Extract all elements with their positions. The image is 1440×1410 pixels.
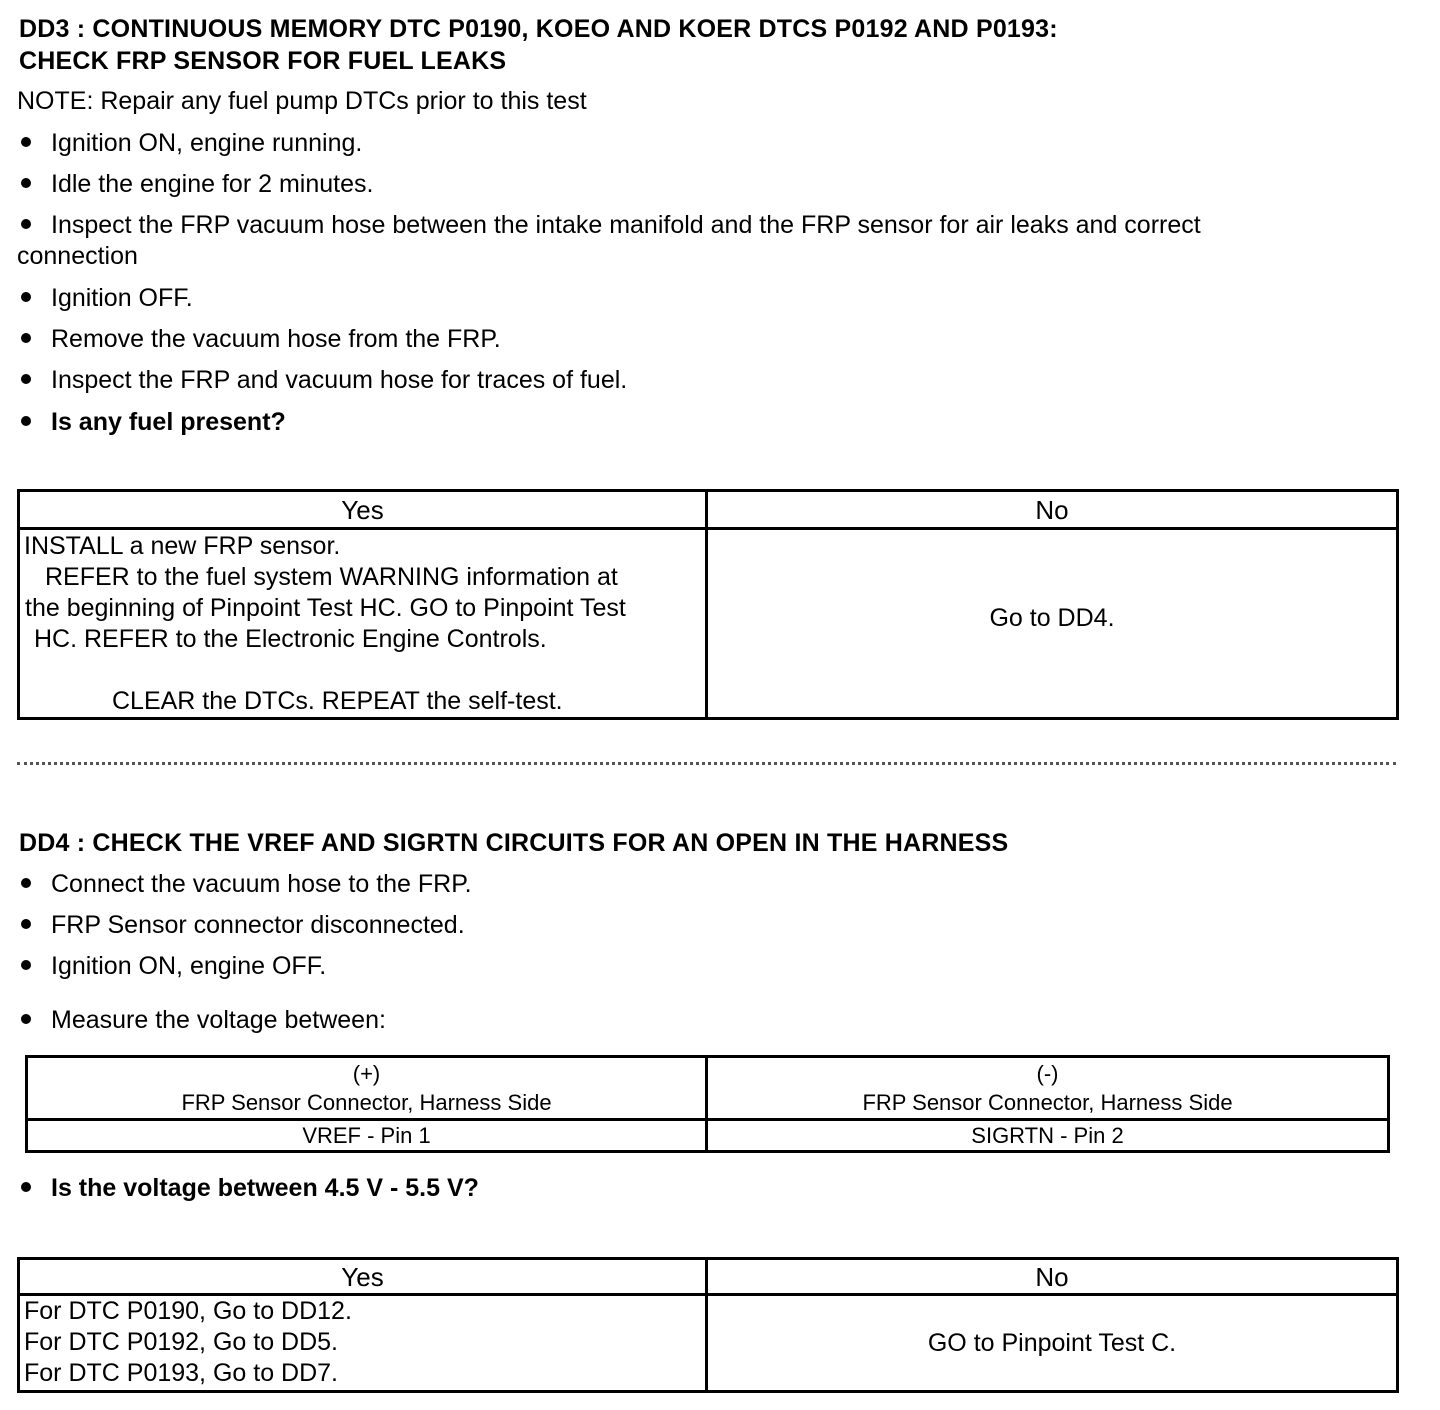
dd4-title: DD4 : CHECK THE VREF AND SIGRTN CIRCUITS FOR AN OPEN IN THE HARNESS (19, 829, 1009, 857)
dd3-question (19, 407, 286, 438)
no-cell: GO to Pinpoint Test C. (707, 1295, 1398, 1392)
dd4-step-text: Ignition ON, engine OFF. (51, 952, 327, 980)
yes-line: For DTC P0193, Go to DD7. (24, 1359, 339, 1387)
dd4-step-4 (19, 1005, 386, 1036)
yes-line: For DTC P0192, Go to DD5. (24, 1328, 339, 1356)
bullet-icon (21, 416, 31, 426)
bullet-icon (21, 292, 31, 302)
bullet-icon (21, 137, 31, 147)
yes-line: REFER to the fuel system WARNING information at (45, 563, 618, 591)
minus-pin: SIGRTN - Pin 2 (707, 1120, 1389, 1152)
dd4-question (19, 1173, 479, 1204)
dd3-title-line2: CHECK FRP SENSOR FOR FUEL LEAKS (19, 47, 507, 75)
dd3-title-line1: DD3 : CONTINUOUS MEMORY DTC P0190, KOEO AND KOER DTCS P0192 AND P0193: (19, 15, 1058, 43)
plus-symbol: (+) (352, 1061, 381, 1086)
minus-symbol: (-) (1036, 1061, 1059, 1086)
dd3-step-6 (19, 365, 627, 396)
yes-header: Yes (19, 1259, 707, 1295)
dd3-note: NOTE: Repair any fuel pump DTCs prior to this test (17, 87, 587, 115)
dd3-step-text: Inspect the FRP vacuum hose between the intake manifold and the FRP sensor for air leaks and correct (51, 211, 1201, 239)
yes-line: For DTC P0190, Go to DD12. (24, 1297, 352, 1325)
yes-line: INSTALL a new FRP sensor. (24, 532, 341, 560)
dd4-step-3 (19, 951, 326, 982)
bullet-icon (21, 1182, 31, 1192)
measure-table (25, 1055, 1390, 1153)
yes-line: the beginning of Pinpoint Test HC. GO to Pinpoint Test (25, 594, 626, 622)
yes-cell (19, 529, 707, 719)
dd3-step-1 (19, 128, 362, 159)
dd3-step-2 (19, 169, 373, 200)
dd4-step-text: Measure the voltage between: (51, 1006, 386, 1034)
bullet-icon (21, 1014, 31, 1024)
dd3-step-5 (19, 324, 501, 355)
dd3-result-table (17, 489, 1399, 720)
plus-header (27, 1057, 707, 1120)
dd3-step-text: Inspect the FRP and vacuum hose for traces of fuel. (51, 366, 628, 394)
minus-label: FRP Sensor Connector, Harness Side (862, 1090, 1233, 1115)
no-header: No (707, 1259, 1398, 1295)
dd3-step-3 (19, 210, 1201, 241)
bullet-icon (21, 374, 31, 384)
dd3-step-3-continued: connection (17, 242, 138, 270)
bullet-icon (21, 178, 31, 188)
minus-header (707, 1057, 1389, 1120)
dd4-result-table (17, 1257, 1399, 1393)
yes-line: CLEAR the DTCs. REPEAT the self-test. (112, 687, 563, 715)
dd3-step-text: Remove the vacuum hose from the FRP. (51, 325, 501, 353)
dd4-step-1 (19, 869, 472, 900)
dd3-question-text: Is any fuel present? (51, 408, 286, 436)
bullet-icon (21, 878, 31, 888)
dd4-question-text: Is the voltage between 4.5 V - 5.5 V? (51, 1174, 479, 1202)
dd3-step-text: Ignition ON, engine running. (51, 129, 363, 157)
bullet-icon (21, 960, 31, 970)
bullet-icon (21, 919, 31, 929)
plus-label: FRP Sensor Connector, Harness Side (181, 1090, 552, 1115)
plus-pin: VREF - Pin 1 (27, 1120, 707, 1152)
yes-header: Yes (19, 491, 707, 529)
bullet-icon (21, 219, 31, 229)
dd4-step-text: FRP Sensor connector disconnected. (51, 911, 465, 939)
dd4-step-text: Connect the vacuum hose to the FRP. (51, 870, 472, 898)
no-header: No (707, 491, 1398, 529)
bullet-icon (21, 333, 31, 343)
dd3-step-4 (19, 283, 193, 314)
dd3-step-text: Idle the engine for 2 minutes. (51, 170, 374, 198)
section-divider (17, 762, 1396, 765)
no-cell: Go to DD4. (707, 529, 1398, 719)
yes-line: HC. REFER to the Electronic Engine Controls. (34, 625, 547, 653)
dd4-step-2 (19, 910, 465, 941)
dd3-step-text: Ignition OFF. (51, 284, 193, 312)
yes-cell (19, 1295, 707, 1392)
